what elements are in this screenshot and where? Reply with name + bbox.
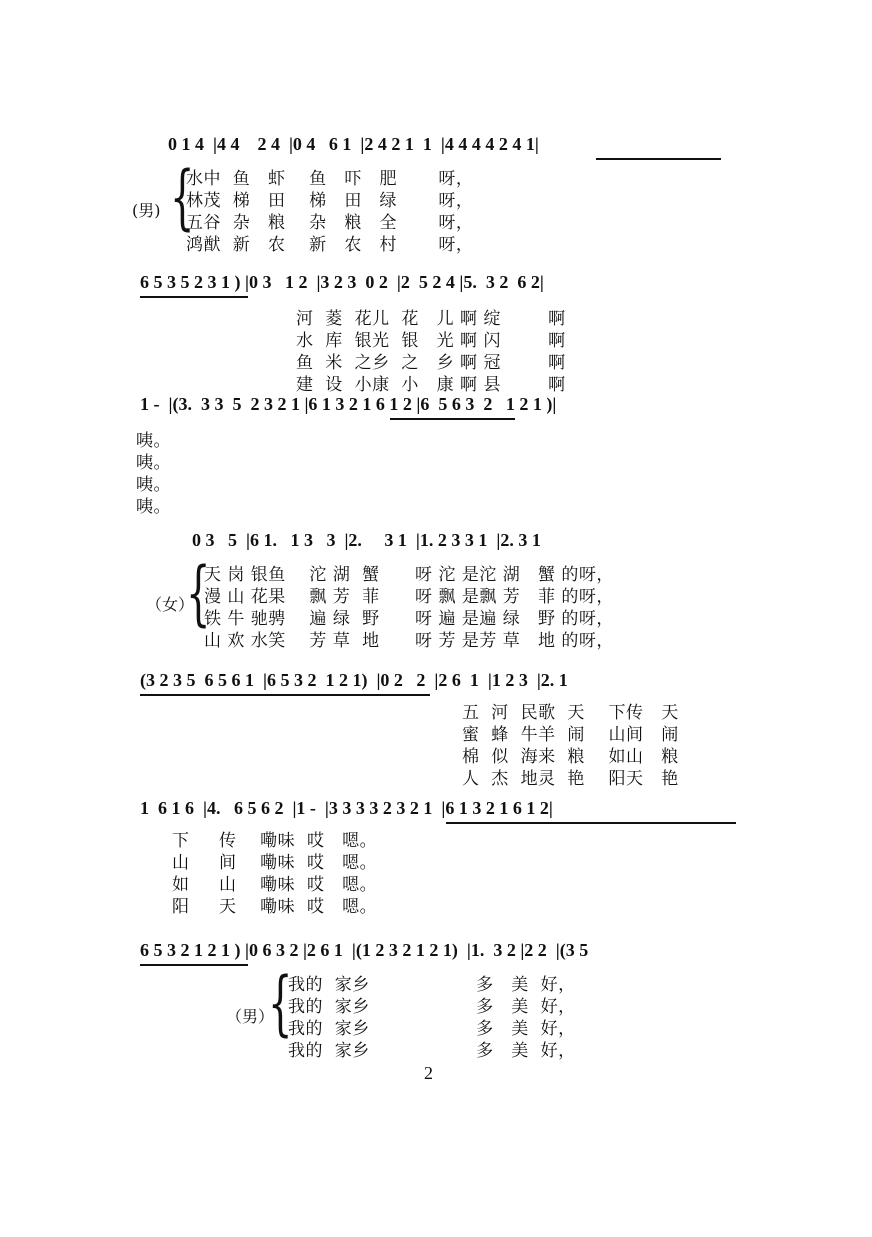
voice-label-male: (男) xyxy=(132,201,161,220)
lyric-line: 我的 家乡 多 美 好， xyxy=(288,1019,576,1039)
beam xyxy=(140,964,248,966)
lyric-line: 漫 山 花果 飘 芳 菲 呀 飘 是飘 芳 菲 的呀， xyxy=(204,587,614,607)
lyric-line: 鸿猷 新 农 新 农 村 呀， xyxy=(186,235,474,255)
lyric-line: 鱼 米 之乡 之 乡 啊 冠 啊 xyxy=(296,353,566,373)
notation-line-2: 6 5 3 5 2 3 1 ) |0 3 1 2 |3 2 3 0 2 |2 5 2 4 |5. 3 2 6 2| xyxy=(140,272,544,292)
notation-line-3: 1 - |(3. 3 3 5 2 3 2 1 |6 1 3 2 1 6 1 2 |6 5 6 3 2 1 2 1 )| xyxy=(140,394,557,414)
brace: { xyxy=(268,962,293,1044)
lyric-line: 如 山 嘞味 哎 嗯。 xyxy=(172,875,378,895)
notation-line-5: (3 2 3 5 6 5 6 1 |6 5 3 2 1 2 1) |0 2 2 |2 6 1 |1 2 3 |2. 1 xyxy=(140,670,568,690)
voice-label-male: （男） xyxy=(226,1007,275,1026)
lyric-line: 我的 家乡 多 美 好， xyxy=(288,1041,576,1061)
lyric-line: 水中 鱼 虾 鱼 吓 肥 呀， xyxy=(186,169,474,189)
lyric-line: 林茂 梯 田 梯 田 绿 呀， xyxy=(186,191,474,211)
beam xyxy=(140,296,248,298)
lyric-line: 铁 牛 驰骋 遍 绿 野 呀 遍 是遍 绿 野 的呀， xyxy=(204,609,614,629)
notation-line-4: 0 3 5 |6 1. 1 3 3 |2. 3 1 |1. 2 3 3 1 |2. 3 1 xyxy=(192,530,541,550)
lyric-line: 我的 家乡 多 美 好， xyxy=(288,997,576,1017)
lyric-line: 人 杰 地灵 艳 阳天 艳 xyxy=(462,769,679,789)
lyric-line: 山 欢 水笑 芳 草 地 呀 芳 是芳 草 地 的呀， xyxy=(204,631,614,651)
lyric-line: 河 菱 花儿 花 儿 啊 绽 啊 xyxy=(296,309,566,329)
lyric-line: 五 河 民歌 天 下传 天 xyxy=(462,703,679,723)
lyric-line: 山 间 嘞味 哎 嗯。 xyxy=(172,853,378,873)
lyric-line: 咦。 xyxy=(136,475,171,495)
lyric-line: 建 设 小康 小 康 啊 县 啊 xyxy=(296,375,566,395)
lyric-line: 阳 天 嘞味 哎 嗯。 xyxy=(172,897,378,917)
lyric-line: 天 岗 银鱼 沱 湖 蟹 呀 沱 是沱 湖 蟹 的呀， xyxy=(204,565,614,585)
lyric-line: 咦。 xyxy=(136,431,171,451)
notation-line-7: 6 5 3 2 1 2 1 ) |0 6 3 2 |2 6 1 |(1 2 3 2 1 2 1) |1. 3 2 |2 2 |(3 5 xyxy=(140,940,589,960)
lyric-line: 五谷 杂 粮 杂 粮 全 呀， xyxy=(186,213,474,233)
page-number: 2 xyxy=(424,1063,433,1083)
brace: { xyxy=(170,156,195,238)
beam xyxy=(390,418,515,420)
lyric-line: 咦。 xyxy=(136,453,171,473)
notation-line-6: 1 6 1 6 |4. 6 5 6 2 |1 - |3 3 3 3 2 3 2 1 |6 1 3 2 1 6 1 2| xyxy=(140,798,553,818)
beam xyxy=(140,694,430,696)
beam xyxy=(446,822,736,824)
lyric-line: 水 库 银光 银 光 啊 闪 啊 xyxy=(296,331,566,351)
notation-line-1: 0 1 4 |4 4 2 4 |0 4 6 1 |2 4 2 1 1 |4 4 4 4 2 4 1| xyxy=(168,134,539,154)
beam xyxy=(596,158,721,160)
lyric-line: 我的 家乡 多 美 好， xyxy=(288,975,576,995)
lyric-line: 咦。 xyxy=(136,497,171,517)
brace: { xyxy=(186,552,211,634)
voice-label-female: （女） xyxy=(146,595,195,614)
lyric-line: 棉 似 海来 粮 如山 粮 xyxy=(462,747,679,767)
lyric-line: 蜜 蜂 牛羊 闹 山间 闹 xyxy=(462,725,679,745)
lyric-line: 下 传 嘞味 哎 嗯。 xyxy=(172,831,378,851)
